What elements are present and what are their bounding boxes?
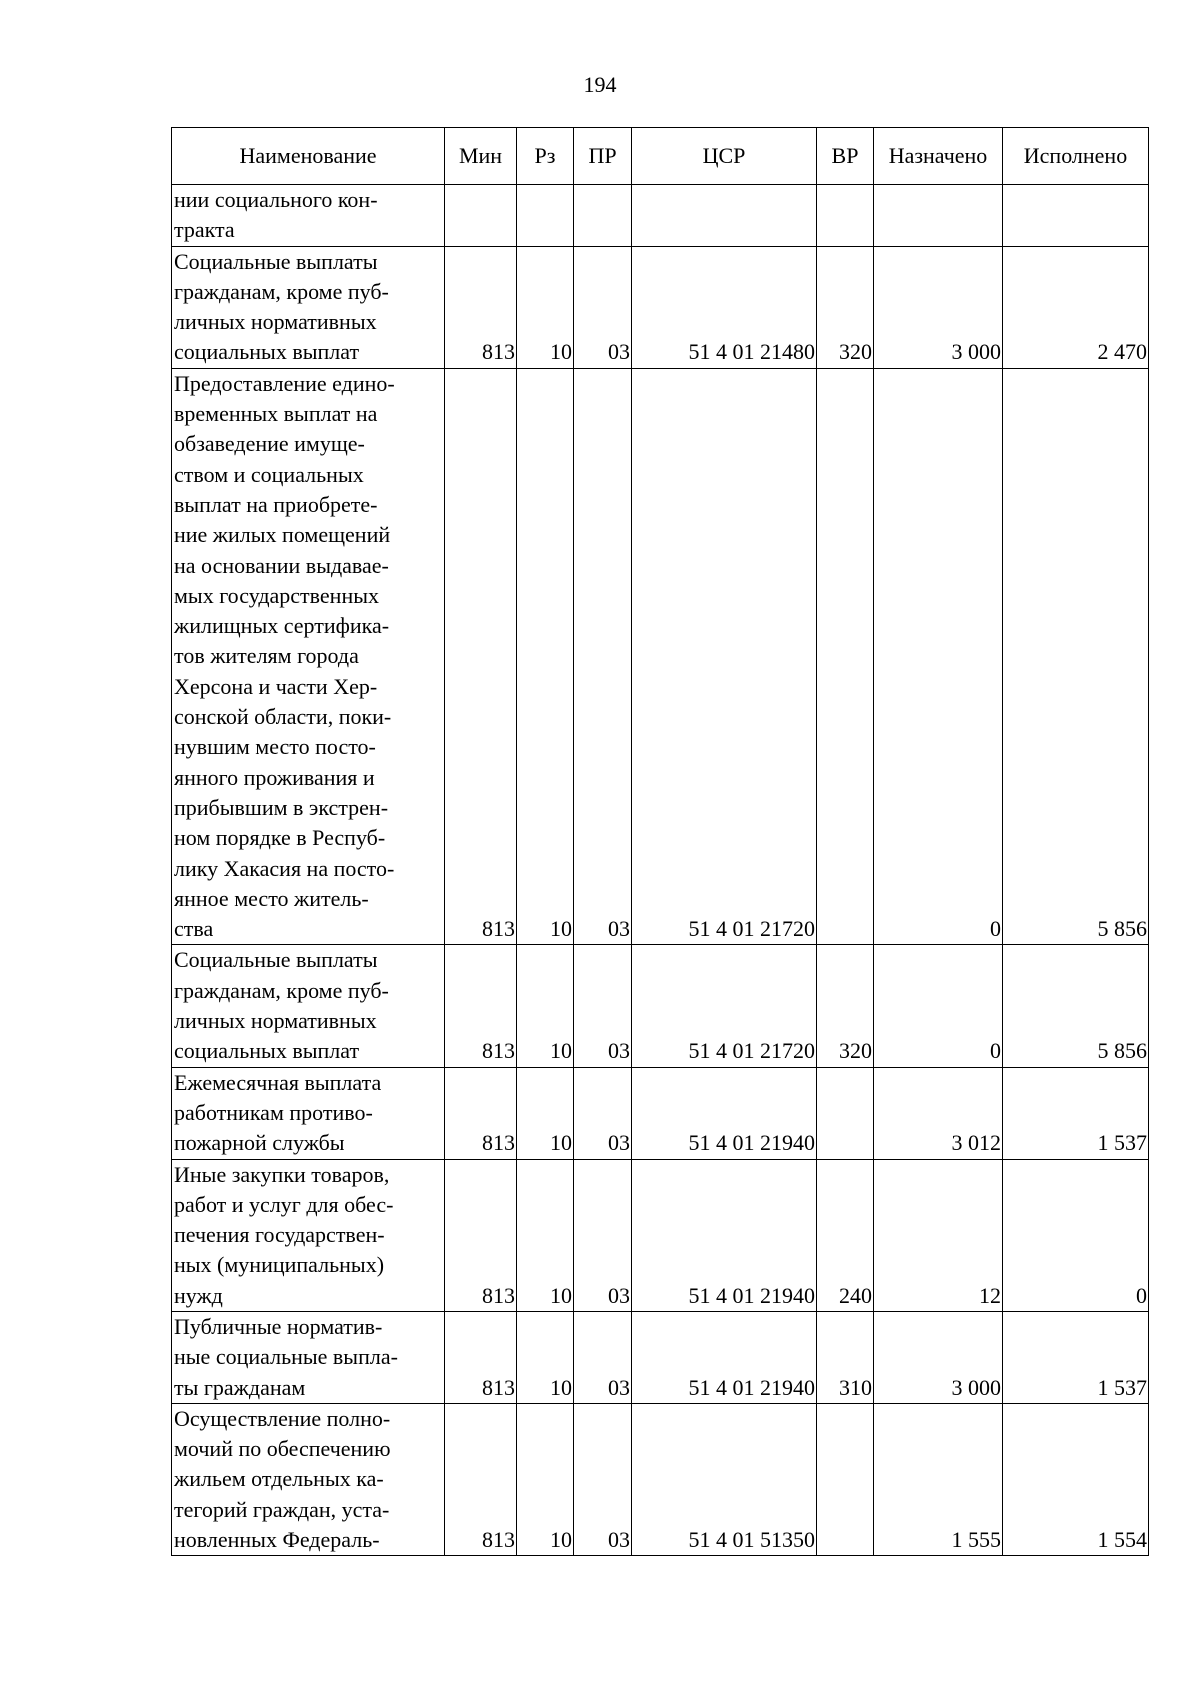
name-line: тов жителям города (174, 643, 359, 669)
budget-table (171, 127, 1149, 1556)
header-name: Наименование (172, 128, 445, 185)
cell-csr: 51 4 01 21480 (632, 246, 817, 368)
cell-vr (817, 1403, 874, 1555)
name-line: прибывшим в экстрен- (174, 794, 389, 820)
cell-name (172, 1067, 445, 1159)
name-line: личных нормативных (174, 309, 377, 335)
name-line: нии социального кон- (174, 187, 378, 212)
header-min: Мин (445, 128, 517, 185)
cell-assigned (874, 185, 1003, 247)
cell-pr: 03 (574, 945, 632, 1067)
cell-name (172, 1311, 445, 1403)
table-row (172, 1067, 1149, 1159)
cell-min: 813 (445, 1311, 517, 1403)
name-line: лику Хакасия на посто- (174, 855, 395, 881)
name-line: тракта (174, 217, 235, 243)
header-csr: ЦСР (632, 128, 817, 185)
cell-assigned: 1 555 (874, 1403, 1003, 1555)
cell-vr (817, 368, 874, 945)
header-executed: Исполнено (1003, 128, 1149, 185)
name-line: новленных Федераль- (174, 1527, 380, 1553)
name-line: ные социальные выпла- (174, 1344, 398, 1370)
name-line: Социальные выплаты (174, 947, 378, 973)
name-line: ных (муниципальных) (174, 1252, 385, 1278)
name-line: ном порядке в Респуб- (174, 825, 386, 851)
cell-name (172, 1403, 445, 1555)
cell-min (445, 185, 517, 247)
cell-executed: 5 856 (1003, 945, 1149, 1067)
name-line: Осуществление полно- (174, 1405, 391, 1431)
cell-executed: 0 (1003, 1159, 1149, 1311)
name-line: жильем отдельных ка- (174, 1466, 384, 1492)
cell-csr: 51 4 01 21940 (632, 1311, 817, 1403)
cell-assigned: 0 (874, 945, 1003, 1067)
name-line: гражданам, кроме пуб- (174, 278, 389, 304)
cell-assigned: 3 000 (874, 246, 1003, 368)
name-line: ние жилых помещений (174, 522, 391, 548)
name-line: обзаведение имуще- (174, 431, 365, 457)
cell-pr (574, 185, 632, 247)
cell-vr: 320 (817, 945, 874, 1067)
name-line: работ и услуг для обес- (174, 1191, 394, 1217)
table-row (172, 945, 1149, 1067)
name-line: жилищных сертифика- (174, 613, 390, 639)
cell-rz: 10 (517, 1403, 574, 1555)
name-line: нувшим место посто- (174, 734, 376, 760)
cell-rz: 10 (517, 368, 574, 945)
name-line: социальных выплат (174, 339, 360, 365)
cell-min: 813 (445, 246, 517, 368)
cell-pr: 03 (574, 1311, 632, 1403)
header-assigned: Назначено (874, 128, 1003, 185)
cell-rz (517, 185, 574, 247)
cell-rz: 10 (517, 1067, 574, 1159)
cell-csr (632, 185, 817, 247)
cell-pr: 03 (574, 1403, 632, 1555)
name-line: выплат на приобрете- (174, 491, 378, 517)
name-line: Предоставление едино- (174, 370, 395, 396)
cell-min: 813 (445, 945, 517, 1067)
name-line: ством и социальных (174, 461, 364, 487)
page-number: 194 (583, 72, 617, 97)
name-line: Ежемесячная выплата (174, 1069, 382, 1095)
cell-rz: 10 (517, 246, 574, 368)
cell-pr: 03 (574, 1159, 632, 1311)
header-pr: ПР (574, 128, 632, 185)
cell-executed: 1 537 (1003, 1067, 1149, 1159)
table-row (172, 1311, 1149, 1403)
name-line: печения государствен- (174, 1222, 385, 1248)
name-line: временных выплат на (174, 401, 378, 427)
cell-min: 813 (445, 368, 517, 945)
name-line: янного проживания и (174, 764, 375, 790)
cell-executed (1003, 185, 1149, 247)
cell-min: 813 (445, 1159, 517, 1311)
table-row (172, 246, 1149, 368)
cell-executed: 5 856 (1003, 368, 1149, 945)
cell-csr: 51 4 01 21940 (632, 1159, 817, 1311)
name-line: янное место житель- (174, 885, 369, 911)
name-line: ства (174, 916, 214, 942)
cell-vr (817, 1067, 874, 1159)
cell-csr: 51 4 01 21720 (632, 945, 817, 1067)
cell-assigned: 12 (874, 1159, 1003, 1311)
cell-name (172, 368, 445, 945)
name-line: социальных выплат (174, 1038, 360, 1064)
cell-min: 813 (445, 1067, 517, 1159)
cell-assigned: 0 (874, 368, 1003, 945)
table-body (172, 185, 1149, 1556)
cell-executed: 2 470 (1003, 246, 1149, 368)
cell-pr: 03 (574, 368, 632, 945)
name-line: Социальные выплаты (174, 248, 378, 274)
name-line: личных нормативных (174, 1008, 377, 1034)
cell-assigned: 3 000 (874, 1311, 1003, 1403)
cell-min: 813 (445, 1403, 517, 1555)
name-line: сонской области, поки- (174, 704, 392, 730)
name-line: работникам противо- (174, 1099, 373, 1125)
cell-pr: 03 (574, 246, 632, 368)
table-row (172, 185, 1149, 247)
name-line: Публичные норматив- (174, 1313, 383, 1339)
name-line: Херсона и части Хер- (174, 673, 378, 699)
cell-rz: 10 (517, 1311, 574, 1403)
header-rz: Рз (517, 128, 574, 185)
cell-vr (817, 185, 874, 247)
cell-pr: 03 (574, 1067, 632, 1159)
cell-csr: 51 4 01 21720 (632, 368, 817, 945)
cell-rz: 10 (517, 945, 574, 1067)
header-vr: ВР (817, 128, 874, 185)
cell-csr: 51 4 01 51350 (632, 1403, 817, 1555)
cell-executed: 1 554 (1003, 1403, 1149, 1555)
name-line: нужд (174, 1282, 223, 1308)
name-line: Иные закупки товаров, (174, 1161, 390, 1187)
table-header-row (172, 128, 1149, 185)
name-line: пожарной службы (174, 1130, 345, 1156)
cell-assigned: 3 012 (874, 1067, 1003, 1159)
name-line: мочий по обеспечению (174, 1436, 391, 1462)
name-line: мых государственных (174, 582, 380, 608)
name-line: гражданам, кроме пуб- (174, 977, 389, 1003)
cell-name (172, 185, 445, 247)
cell-name (172, 945, 445, 1067)
table-row (172, 1403, 1149, 1555)
cell-executed: 1 537 (1003, 1311, 1149, 1403)
cell-name (172, 1159, 445, 1311)
name-line: на основании выдавае- (174, 552, 389, 578)
name-line: тегорий граждан, уста- (174, 1496, 390, 1522)
cell-vr: 240 (817, 1159, 874, 1311)
cell-rz: 10 (517, 1159, 574, 1311)
cell-name (172, 246, 445, 368)
table-row (172, 1159, 1149, 1311)
cell-csr: 51 4 01 21940 (632, 1067, 817, 1159)
cell-vr: 320 (817, 246, 874, 368)
name-line: ты гражданам (174, 1374, 306, 1400)
table-row (172, 368, 1149, 945)
cell-vr: 310 (817, 1311, 874, 1403)
